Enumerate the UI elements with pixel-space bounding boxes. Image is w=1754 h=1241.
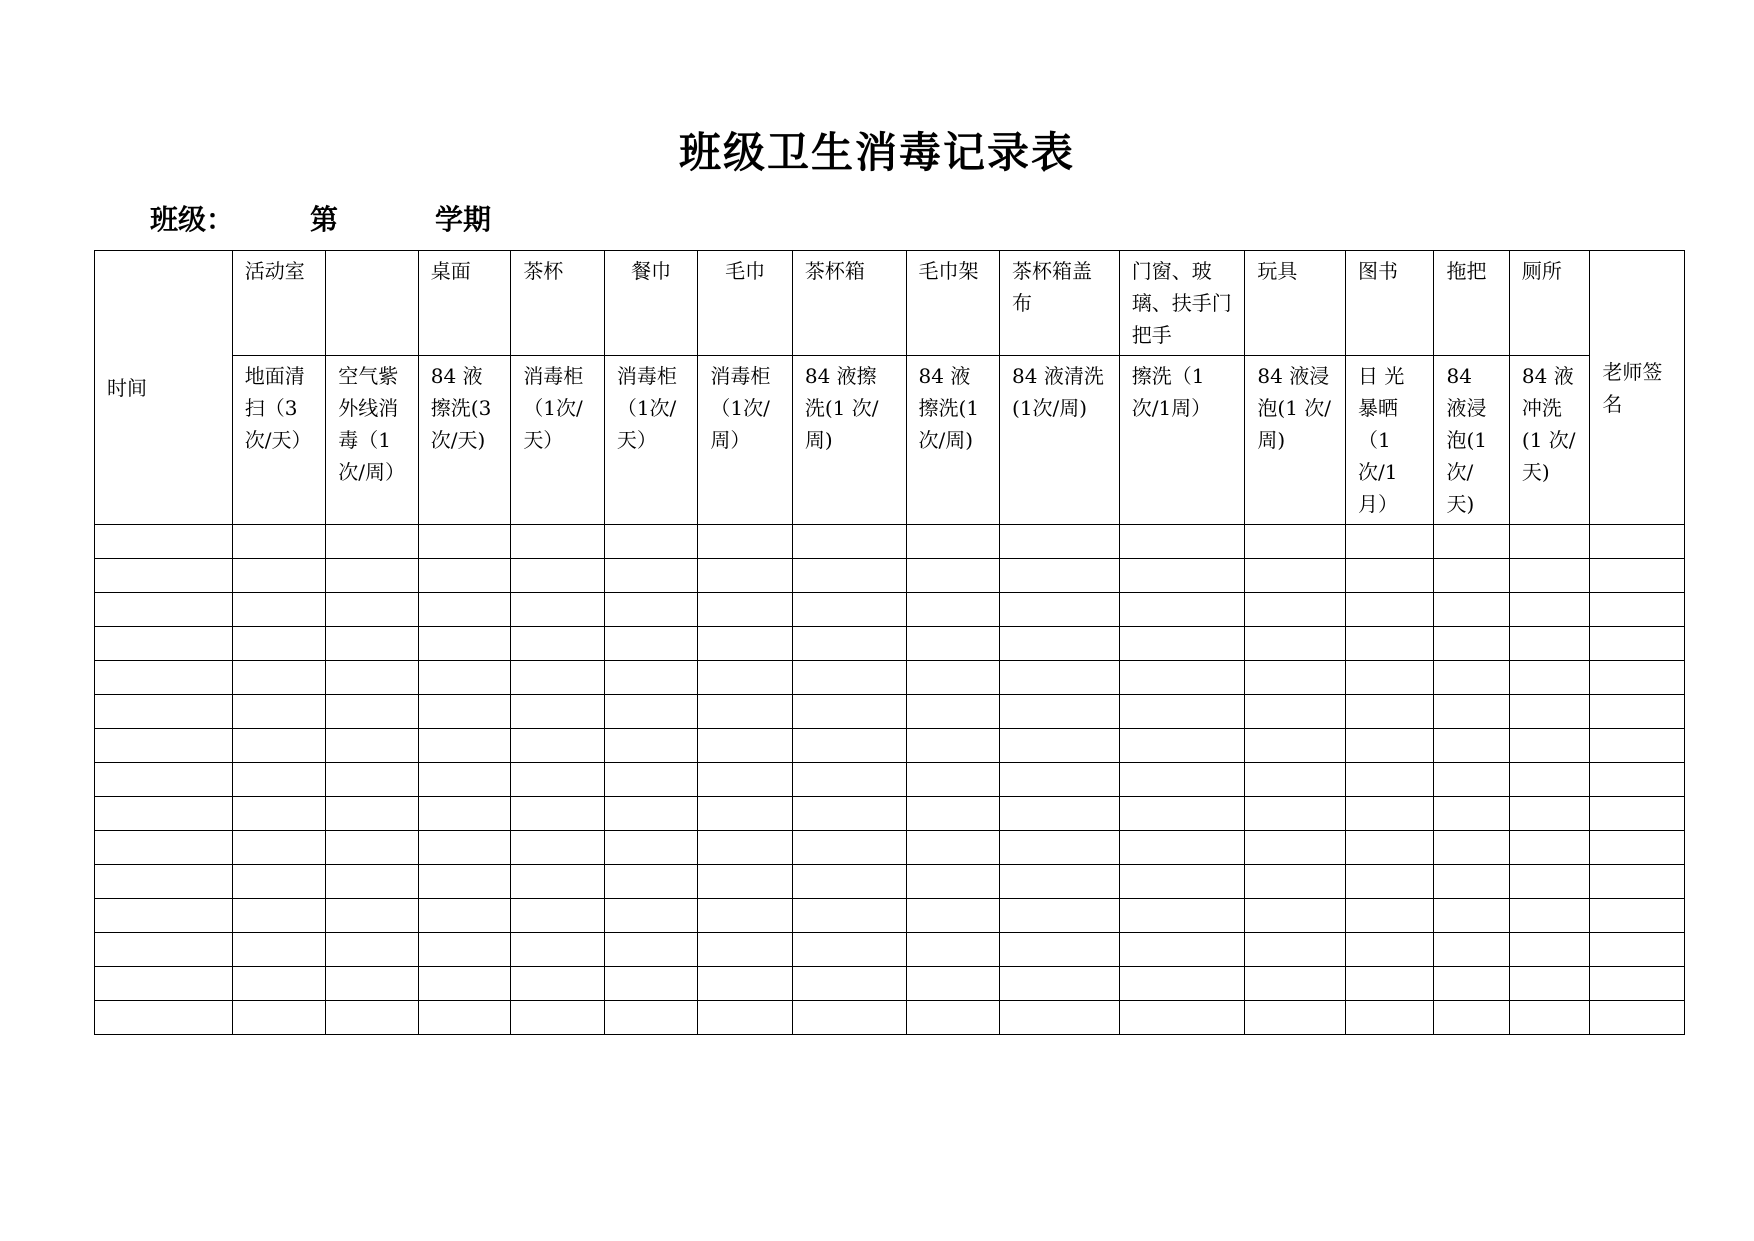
record-cell[interactable] <box>95 559 233 593</box>
record-cell[interactable] <box>1434 865 1509 899</box>
record-cell[interactable] <box>418 899 511 933</box>
record-cell[interactable] <box>1000 593 1120 627</box>
record-cell[interactable] <box>1245 695 1346 729</box>
column-method-header: 地面清扫（3次/天） <box>232 356 326 525</box>
disinfection-record-table <box>94 250 1685 1035</box>
record-cell[interactable] <box>232 525 326 559</box>
column-item-header: 图书 <box>1345 251 1434 356</box>
record-cell[interactable] <box>1434 593 1509 627</box>
record-cell[interactable] <box>1509 661 1589 695</box>
record-cell[interactable] <box>511 729 605 763</box>
record-cell[interactable] <box>1434 899 1509 933</box>
column-method-header: 84 液擦洗(1 次/周) <box>906 356 1000 525</box>
record-cell[interactable] <box>418 627 511 661</box>
record-cell[interactable] <box>511 967 605 1001</box>
record-row <box>95 729 1685 763</box>
record-row <box>95 865 1685 899</box>
record-cell[interactable] <box>1590 661 1685 695</box>
record-cell[interactable] <box>1345 661 1434 695</box>
record-cell[interactable] <box>1119 865 1245 899</box>
record-cell[interactable] <box>1590 729 1685 763</box>
column-item-header: 毛巾 <box>698 251 793 356</box>
record-cell[interactable] <box>232 1001 326 1035</box>
record-cell[interactable] <box>1434 933 1509 967</box>
record-cell[interactable] <box>1434 525 1509 559</box>
record-cell[interactable] <box>1245 763 1346 797</box>
record-cell[interactable] <box>1119 763 1245 797</box>
record-cell[interactable] <box>232 627 326 661</box>
record-cell[interactable] <box>906 899 1000 933</box>
record-cell[interactable] <box>906 1001 1000 1035</box>
record-cell[interactable] <box>792 525 906 559</box>
record-cell[interactable] <box>95 627 233 661</box>
record-cell[interactable] <box>326 695 419 729</box>
record-cell[interactable] <box>906 661 1000 695</box>
record-cell[interactable] <box>232 661 326 695</box>
record-cell[interactable] <box>326 729 419 763</box>
column-item-header: 餐巾 <box>604 251 698 356</box>
column-item-header: 活动室 <box>232 251 326 356</box>
record-cell[interactable] <box>326 763 419 797</box>
record-row <box>95 627 1685 661</box>
record-cell[interactable] <box>326 593 419 627</box>
record-cell[interactable] <box>792 797 906 831</box>
record-cell[interactable] <box>326 899 419 933</box>
record-cell[interactable] <box>1345 525 1434 559</box>
record-row <box>95 695 1685 729</box>
record-cell[interactable] <box>1245 661 1346 695</box>
record-cell[interactable] <box>906 559 1000 593</box>
column-method-header: 擦洗（1 次/1周） <box>1119 356 1245 525</box>
record-cell[interactable] <box>1590 763 1685 797</box>
record-cell[interactable] <box>1509 797 1589 831</box>
record-cell[interactable] <box>232 865 326 899</box>
record-cell[interactable] <box>906 797 1000 831</box>
column-method-header: 84 液清洗(1次/周) <box>1000 356 1120 525</box>
record-row <box>95 831 1685 865</box>
record-cell[interactable] <box>604 899 698 933</box>
record-cell[interactable] <box>326 797 419 831</box>
record-cell[interactable] <box>698 661 793 695</box>
record-cell[interactable] <box>511 525 605 559</box>
column-item-header <box>326 251 419 356</box>
record-cell[interactable] <box>418 831 511 865</box>
record-cell[interactable] <box>1000 559 1120 593</box>
record-cell[interactable] <box>1000 695 1120 729</box>
record-cell[interactable] <box>1345 729 1434 763</box>
record-cell[interactable] <box>418 729 511 763</box>
record-cell[interactable] <box>95 831 233 865</box>
record-cell[interactable] <box>604 593 698 627</box>
record-cell[interactable] <box>1000 797 1120 831</box>
record-cell[interactable] <box>511 627 605 661</box>
record-cell[interactable] <box>418 763 511 797</box>
record-cell[interactable] <box>1509 899 1589 933</box>
record-row <box>95 933 1685 967</box>
record-cell[interactable] <box>511 559 605 593</box>
record-cell[interactable] <box>511 831 605 865</box>
column-item-header: 玩具 <box>1245 251 1346 356</box>
record-cell[interactable] <box>792 865 906 899</box>
record-cell[interactable] <box>1434 729 1509 763</box>
record-row <box>95 797 1685 831</box>
record-cell[interactable] <box>1590 695 1685 729</box>
record-cell[interactable] <box>1345 627 1434 661</box>
column-method-header: 日 光暴晒（1 次/1 月） <box>1345 356 1434 525</box>
column-method-header: 消毒柜（1次/天） <box>511 356 605 525</box>
record-cell[interactable] <box>1434 763 1509 797</box>
record-cell[interactable] <box>1590 559 1685 593</box>
record-cell[interactable] <box>1119 627 1245 661</box>
column-method-header: 消毒柜（1次/周） <box>698 356 793 525</box>
record-cell[interactable] <box>95 525 233 559</box>
record-cell[interactable] <box>906 593 1000 627</box>
record-cell[interactable] <box>906 729 1000 763</box>
record-cell[interactable] <box>232 695 326 729</box>
record-cell[interactable] <box>1509 831 1589 865</box>
record-cell[interactable] <box>511 695 605 729</box>
record-cell[interactable] <box>604 1001 698 1035</box>
column-method-header: 84 液浸泡(1 次/周) <box>1245 356 1346 525</box>
record-cell[interactable] <box>326 865 419 899</box>
record-cell[interactable] <box>698 899 793 933</box>
record-cell[interactable] <box>418 661 511 695</box>
record-cell[interactable] <box>511 933 605 967</box>
record-cell[interactable] <box>1119 695 1245 729</box>
record-cell[interactable] <box>604 559 698 593</box>
record-cell[interactable] <box>1345 1001 1434 1035</box>
record-cell[interactable] <box>698 865 793 899</box>
record-row <box>95 661 1685 695</box>
record-cell[interactable] <box>418 695 511 729</box>
record-cell[interactable] <box>792 695 906 729</box>
record-cell[interactable] <box>326 831 419 865</box>
record-cell[interactable] <box>792 559 906 593</box>
record-cell[interactable] <box>1000 967 1120 1001</box>
record-cell[interactable] <box>1590 831 1685 865</box>
record-cell[interactable] <box>95 661 233 695</box>
record-cell[interactable] <box>1509 525 1589 559</box>
record-row <box>95 899 1685 933</box>
record-cell[interactable] <box>698 627 793 661</box>
record-cell[interactable] <box>1590 967 1685 1001</box>
record-cell[interactable] <box>326 933 419 967</box>
record-cell[interactable] <box>604 933 698 967</box>
record-cell[interactable] <box>1119 559 1245 593</box>
record-cell[interactable] <box>1000 1001 1120 1035</box>
record-cell[interactable] <box>232 763 326 797</box>
record-cell[interactable] <box>326 661 419 695</box>
record-cell[interactable] <box>792 967 906 1001</box>
record-cell[interactable] <box>95 797 233 831</box>
record-cell[interactable] <box>1245 1001 1346 1035</box>
record-cell[interactable] <box>1509 559 1589 593</box>
record-row <box>95 525 1685 559</box>
record-cell[interactable] <box>95 763 233 797</box>
record-cell[interactable] <box>1434 695 1509 729</box>
record-cell[interactable] <box>698 559 793 593</box>
record-cell[interactable] <box>1434 967 1509 1001</box>
record-cell[interactable] <box>418 559 511 593</box>
record-cell[interactable] <box>1000 933 1120 967</box>
record-cell[interactable] <box>1000 627 1120 661</box>
record-cell[interactable] <box>1000 865 1120 899</box>
record-cell[interactable] <box>1590 865 1685 899</box>
column-item-header: 门窗、玻璃、扶手门把手 <box>1119 251 1245 356</box>
record-cell[interactable] <box>604 967 698 1001</box>
record-cell[interactable] <box>232 559 326 593</box>
column-item-header: 厕所 <box>1509 251 1589 356</box>
record-cell[interactable] <box>1245 797 1346 831</box>
record-cell[interactable] <box>604 525 698 559</box>
record-cell[interactable] <box>232 967 326 1001</box>
record-cell[interactable] <box>1345 831 1434 865</box>
record-cell[interactable] <box>792 661 906 695</box>
record-cell[interactable] <box>1590 933 1685 967</box>
column-method-header: 84 液擦洗(1 次/周) <box>792 356 906 525</box>
column-method-header: 消毒柜（1次/天） <box>604 356 698 525</box>
record-cell[interactable] <box>1000 525 1120 559</box>
record-row <box>95 967 1685 1001</box>
record-cell[interactable] <box>418 525 511 559</box>
record-cell[interactable] <box>326 1001 419 1035</box>
column-item-header: 桌面 <box>418 251 511 356</box>
record-cell[interactable] <box>418 967 511 1001</box>
record-cell[interactable] <box>1509 763 1589 797</box>
record-cell[interactable] <box>1590 899 1685 933</box>
record-cell[interactable] <box>1345 797 1434 831</box>
record-cell[interactable] <box>792 729 906 763</box>
record-cell[interactable] <box>1509 1001 1589 1035</box>
record-cell[interactable] <box>511 1001 605 1035</box>
record-cell[interactable] <box>1245 627 1346 661</box>
record-cell[interactable] <box>1245 593 1346 627</box>
record-cell[interactable] <box>1590 627 1685 661</box>
column-method-header: 84 液擦洗(3次/天) <box>418 356 511 525</box>
record-cell[interactable] <box>95 933 233 967</box>
column-item-header: 茶杯箱盖布 <box>1000 251 1120 356</box>
record-cell[interactable] <box>511 797 605 831</box>
record-cell[interactable] <box>511 593 605 627</box>
record-cell[interactable] <box>1434 1001 1509 1035</box>
record-cell[interactable] <box>95 1001 233 1035</box>
record-cell[interactable] <box>418 593 511 627</box>
column-item-header: 拖把 <box>1434 251 1509 356</box>
column-item-header: 毛巾架 <box>906 251 1000 356</box>
record-row <box>95 559 1685 593</box>
column-method-header: 空气紫外线消毒（1次/周） <box>326 356 419 525</box>
record-cell[interactable] <box>906 763 1000 797</box>
record-cell[interactable] <box>1434 797 1509 831</box>
record-cell[interactable] <box>1119 899 1245 933</box>
record-cell[interactable] <box>792 1001 906 1035</box>
record-cell[interactable] <box>1119 729 1245 763</box>
record-cell[interactable] <box>792 933 906 967</box>
record-cell[interactable] <box>1119 797 1245 831</box>
record-cell[interactable] <box>1245 559 1346 593</box>
record-cell[interactable] <box>1345 593 1434 627</box>
record-cell[interactable] <box>1119 525 1245 559</box>
record-cell[interactable] <box>1245 729 1346 763</box>
record-cell[interactable] <box>604 763 698 797</box>
record-cell[interactable] <box>1345 933 1434 967</box>
record-cell[interactable] <box>906 831 1000 865</box>
class-label: 班级： <box>150 203 235 236</box>
record-cell[interactable] <box>511 661 605 695</box>
record-cell[interactable] <box>1119 593 1245 627</box>
record-cell[interactable] <box>698 1001 793 1035</box>
record-row <box>95 1001 1685 1035</box>
record-cell[interactable] <box>95 899 233 933</box>
record-cell[interactable] <box>1000 763 1120 797</box>
record-cell[interactable] <box>604 797 698 831</box>
record-cell[interactable] <box>1434 627 1509 661</box>
record-cell[interactable] <box>1000 729 1120 763</box>
record-cell[interactable] <box>511 899 605 933</box>
record-cell[interactable] <box>1509 933 1589 967</box>
record-cell[interactable] <box>1590 593 1685 627</box>
record-cell[interactable] <box>418 865 511 899</box>
record-cell[interactable] <box>232 797 326 831</box>
record-cell[interactable] <box>232 831 326 865</box>
record-cell[interactable] <box>1000 831 1120 865</box>
record-cell[interactable] <box>698 729 793 763</box>
record-cell[interactable] <box>1509 627 1589 661</box>
term-suffix: 学期 <box>435 203 492 236</box>
record-cell[interactable] <box>511 763 605 797</box>
record-cell[interactable] <box>1509 865 1589 899</box>
record-cell[interactable] <box>511 865 605 899</box>
record-cell[interactable] <box>1245 865 1346 899</box>
record-cell[interactable] <box>1119 1001 1245 1035</box>
record-cell[interactable] <box>604 831 698 865</box>
record-cell[interactable] <box>1245 899 1346 933</box>
record-cell[interactable] <box>604 661 698 695</box>
record-cell[interactable] <box>1434 661 1509 695</box>
record-cell[interactable] <box>1000 899 1120 933</box>
record-cell[interactable] <box>95 695 233 729</box>
record-cell[interactable] <box>698 695 793 729</box>
record-cell[interactable] <box>906 933 1000 967</box>
record-cell[interactable] <box>792 627 906 661</box>
record-cell[interactable] <box>1245 831 1346 865</box>
record-cell[interactable] <box>906 525 1000 559</box>
column-method-header: 84 液冲洗(1 次/天) <box>1509 356 1589 525</box>
record-cell[interactable] <box>1000 661 1120 695</box>
record-cell[interactable] <box>604 865 698 899</box>
record-cell[interactable] <box>1245 525 1346 559</box>
term-prefix: 第 <box>310 203 339 236</box>
record-cell[interactable] <box>1509 729 1589 763</box>
column-item-header: 茶杯箱 <box>792 251 906 356</box>
record-cell[interactable] <box>604 627 698 661</box>
time-header: 时间 <box>95 251 233 525</box>
record-cell[interactable] <box>698 593 793 627</box>
record-cell[interactable] <box>1434 559 1509 593</box>
record-cell[interactable] <box>1590 797 1685 831</box>
record-cell[interactable] <box>326 525 419 559</box>
record-cell[interactable] <box>95 967 233 1001</box>
record-cell[interactable] <box>418 933 511 967</box>
record-cell[interactable] <box>1590 525 1685 559</box>
record-cell[interactable] <box>1434 831 1509 865</box>
record-cell[interactable] <box>698 967 793 1001</box>
record-cell[interactable] <box>1509 967 1589 1001</box>
record-cell[interactable] <box>1345 865 1434 899</box>
record-cell[interactable] <box>95 593 233 627</box>
record-cell[interactable] <box>326 967 419 1001</box>
record-cell[interactable] <box>1245 967 1346 1001</box>
record-cell[interactable] <box>1345 967 1434 1001</box>
record-cell[interactable] <box>326 559 419 593</box>
record-cell[interactable] <box>232 899 326 933</box>
signature-header: 老师签名 <box>1590 251 1685 525</box>
record-cell[interactable] <box>698 933 793 967</box>
record-cell[interactable] <box>792 593 906 627</box>
page-title: 班级卫生消毒记录表 <box>678 128 1075 177</box>
record-cell[interactable] <box>604 729 698 763</box>
record-cell[interactable] <box>698 831 793 865</box>
record-cell[interactable] <box>1509 695 1589 729</box>
record-cell[interactable] <box>326 627 419 661</box>
record-cell[interactable] <box>1119 661 1245 695</box>
record-cell[interactable] <box>1119 933 1245 967</box>
record-cell[interactable] <box>1245 933 1346 967</box>
column-item-header: 茶杯 <box>511 251 605 356</box>
record-cell[interactable] <box>232 593 326 627</box>
record-cell[interactable] <box>1509 593 1589 627</box>
record-cell[interactable] <box>1345 559 1434 593</box>
record-cell[interactable] <box>232 729 326 763</box>
record-cell[interactable] <box>1590 1001 1685 1035</box>
record-cell[interactable] <box>698 763 793 797</box>
record-cell[interactable] <box>418 1001 511 1035</box>
record-cell[interactable] <box>1119 967 1245 1001</box>
record-cell[interactable] <box>792 831 906 865</box>
record-row <box>95 763 1685 797</box>
record-cell[interactable] <box>792 763 906 797</box>
record-cell[interactable] <box>95 729 233 763</box>
record-cell[interactable] <box>1345 763 1434 797</box>
record-cell[interactable] <box>604 695 698 729</box>
record-cell[interactable] <box>906 695 1000 729</box>
record-cell[interactable] <box>1345 695 1434 729</box>
record-cell[interactable] <box>698 797 793 831</box>
record-cell[interactable] <box>1119 831 1245 865</box>
record-cell[interactable] <box>1345 899 1434 933</box>
record-cell[interactable] <box>698 525 793 559</box>
column-method-header: 84 液浸泡(1 次/天) <box>1434 356 1509 525</box>
record-row <box>95 593 1685 627</box>
record-cell[interactable] <box>95 865 233 899</box>
record-cell[interactable] <box>906 627 1000 661</box>
record-cell[interactable] <box>906 865 1000 899</box>
record-cell[interactable] <box>232 933 326 967</box>
record-cell[interactable] <box>906 967 1000 1001</box>
record-cell[interactable] <box>792 899 906 933</box>
record-cell[interactable] <box>418 797 511 831</box>
